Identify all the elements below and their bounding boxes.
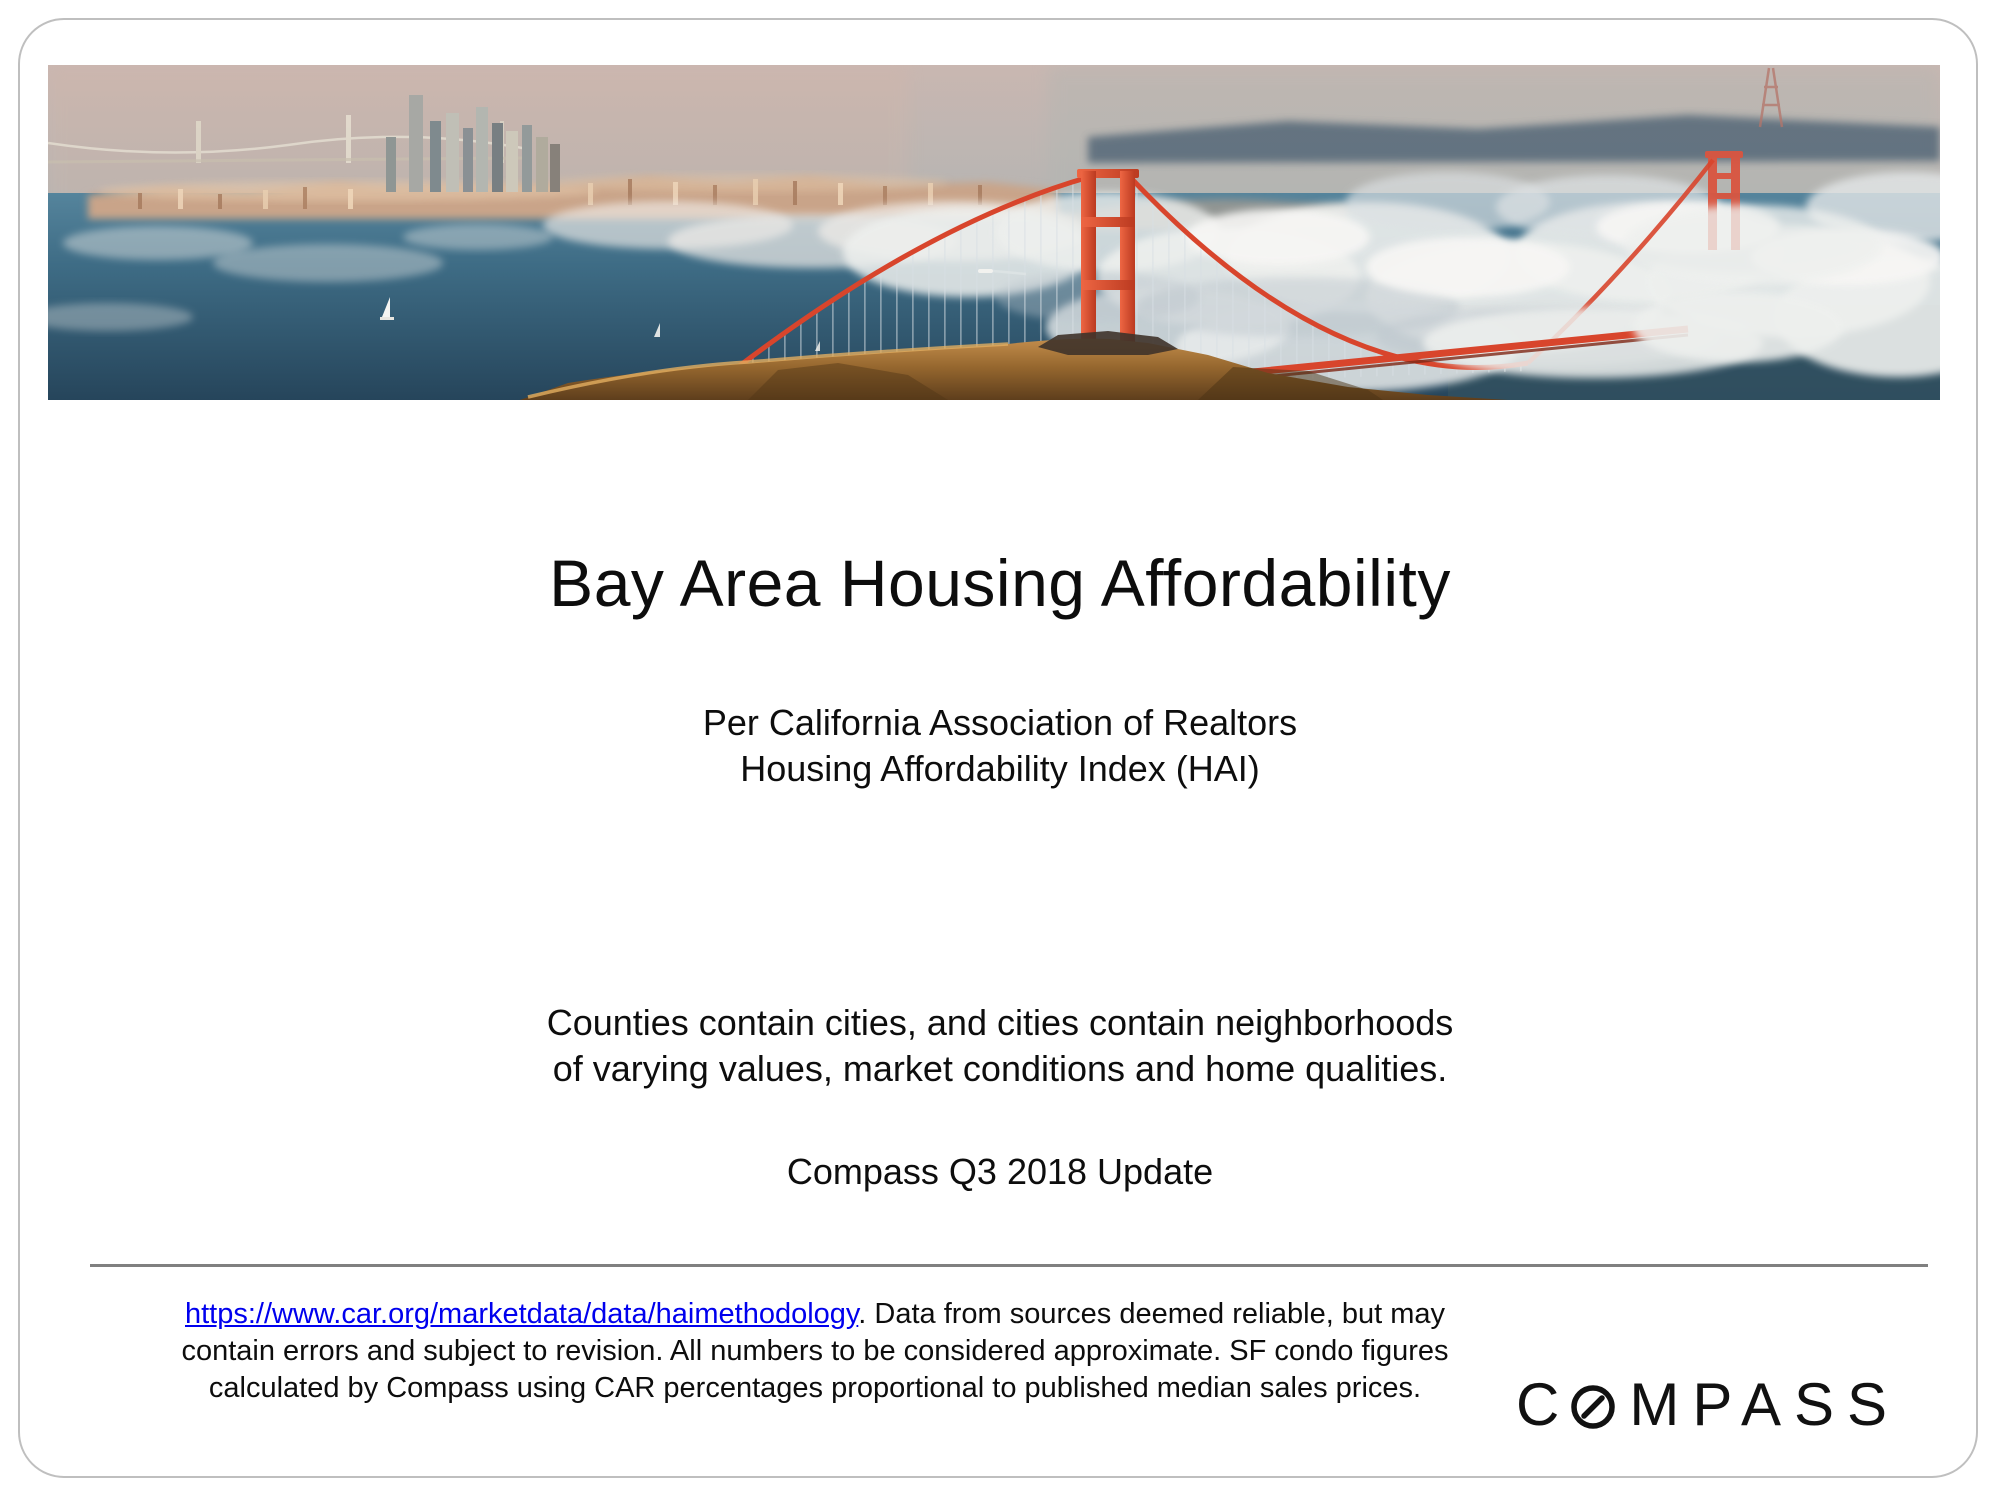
methodology-link[interactable]: https://www.car.org/marketdata/data/haimethodology	[185, 1298, 859, 1330]
footer-line-1	[105, 1296, 1525, 1333]
compass-o-icon	[1569, 1383, 1617, 1431]
footer-line-3: calculated by Compass using CAR percentages proportional to published median sales prices.	[208, 1372, 1422, 1404]
hero-photo	[48, 65, 1940, 400]
body-line-1: Counties contain cities, and cities contain neighborhoods	[546, 1002, 1454, 1043]
body-text	[0, 1000, 2000, 1092]
page-title: Bay Area Housing Affordability	[549, 546, 1451, 620]
compass-logo-suffix: MPASS	[1629, 1371, 1900, 1438]
footer-line-1-text: . Data from sources deemed reliable, but may	[858, 1298, 1445, 1330]
compass-logo	[1516, 1371, 1900, 1438]
subtitle-line-1: Per California Association of Realtors	[702, 702, 1298, 743]
subtitle	[0, 700, 2000, 792]
update-note: Compass Q3 2018 Update	[786, 1151, 1214, 1192]
body-line-2: of varying values, market conditions and home qualities.	[552, 1048, 1448, 1089]
divider-line	[90, 1264, 1928, 1267]
compass-logo-prefix: C	[1516, 1371, 1560, 1438]
subtitle-line-2: Housing Affordability Index (HAI)	[740, 748, 1260, 789]
footer-disclaimer	[105, 1296, 1525, 1407]
footer-line-2: contain errors and subject to revision. All numbers to be considered approximate. SF condo figures	[181, 1335, 1449, 1367]
hero-photo-art	[48, 65, 1940, 400]
